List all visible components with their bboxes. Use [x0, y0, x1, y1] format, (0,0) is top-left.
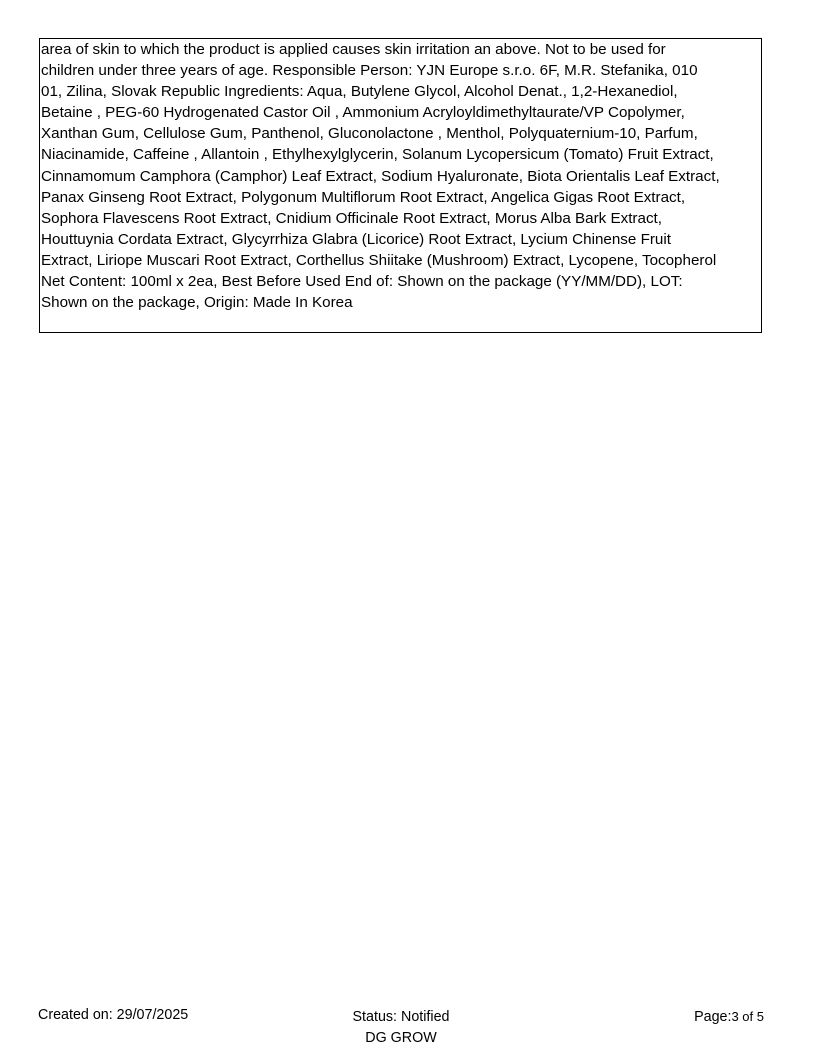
text-line: Sophora Flavescens Root Extract, Cnidium Officinale Root Extract, Morus Alba Bark Extract, — [41, 209, 662, 227]
page-label: Page: — [694, 1009, 732, 1025]
page-of: of — [738, 1009, 757, 1024]
text-line: Xanthan Gum, Cellulose Gum, Panthenol, Gluconolactone , Menthol, Polyquaternium-10, Parfum, — [41, 125, 698, 143]
page-total: 5 — [756, 1009, 764, 1024]
page-number — [694, 1008, 764, 1026]
text-line: 01, Zilina, Slovak Republic Ingredients: Aqua, Butylene Glycol, Alcohol Denat., 1,2-Hexanediol, — [41, 83, 678, 101]
text-line: Panax Ginseng Root Extract, Polygonum Multiflorum Root Extract, Angelica Gigas Root Extract, — [41, 188, 686, 206]
status-text: Status: Notified — [352, 1009, 450, 1025]
text-line: area of skin to which the product is applied causes skin irritation an above. Not to be used for — [41, 41, 666, 58]
footer-status-block — [301, 1007, 501, 1049]
text-line: Niacinamide, Caffeine , Allantoin , Ethylhexylglycerin, Solanum Lycopersicum (Tomato) Fruit Extract, — [41, 146, 714, 164]
company-name: DG GROW — [365, 1030, 437, 1046]
text-line: children under three years of age. Responsible Person: YJN Europe s.r.o. 6F, M.R. Stefanika, 010 — [41, 62, 698, 80]
created-date: Created on: 29/07/2025 — [38, 1007, 189, 1023]
text-line: Shown on the package, Origin: Made In Korea — [41, 294, 353, 312]
page-current: 3 — [731, 1009, 739, 1024]
text-line: Betaine , PEG-60 Hydrogenated Castor Oil , Ammonium Acryloyldimethyltaurate/VP Copolymer, — [41, 104, 685, 122]
text-line: Extract, Liriope Muscari Root Extract, Corthellus Shiitake (Mushroom) Extract, Lycopene, Tocopherol — [41, 251, 717, 269]
text-line: Net Content: 100ml x 2ea, Best Before Used End of: Shown on the package (YY/MM/DD), LOT: — [41, 273, 683, 291]
text-line: Cinnamomum Camphora (Camphor) Leaf Extract, Sodium Hyaluronate, Biota Orientalis Leaf Extract, — [41, 167, 720, 185]
text-line: Houttuynia Cordata Extract, Glycyrrhiza Glabra (Licorice) Root Extract, Lycium Chinense Fruit — [41, 230, 671, 248]
product-description-box — [39, 38, 762, 333]
